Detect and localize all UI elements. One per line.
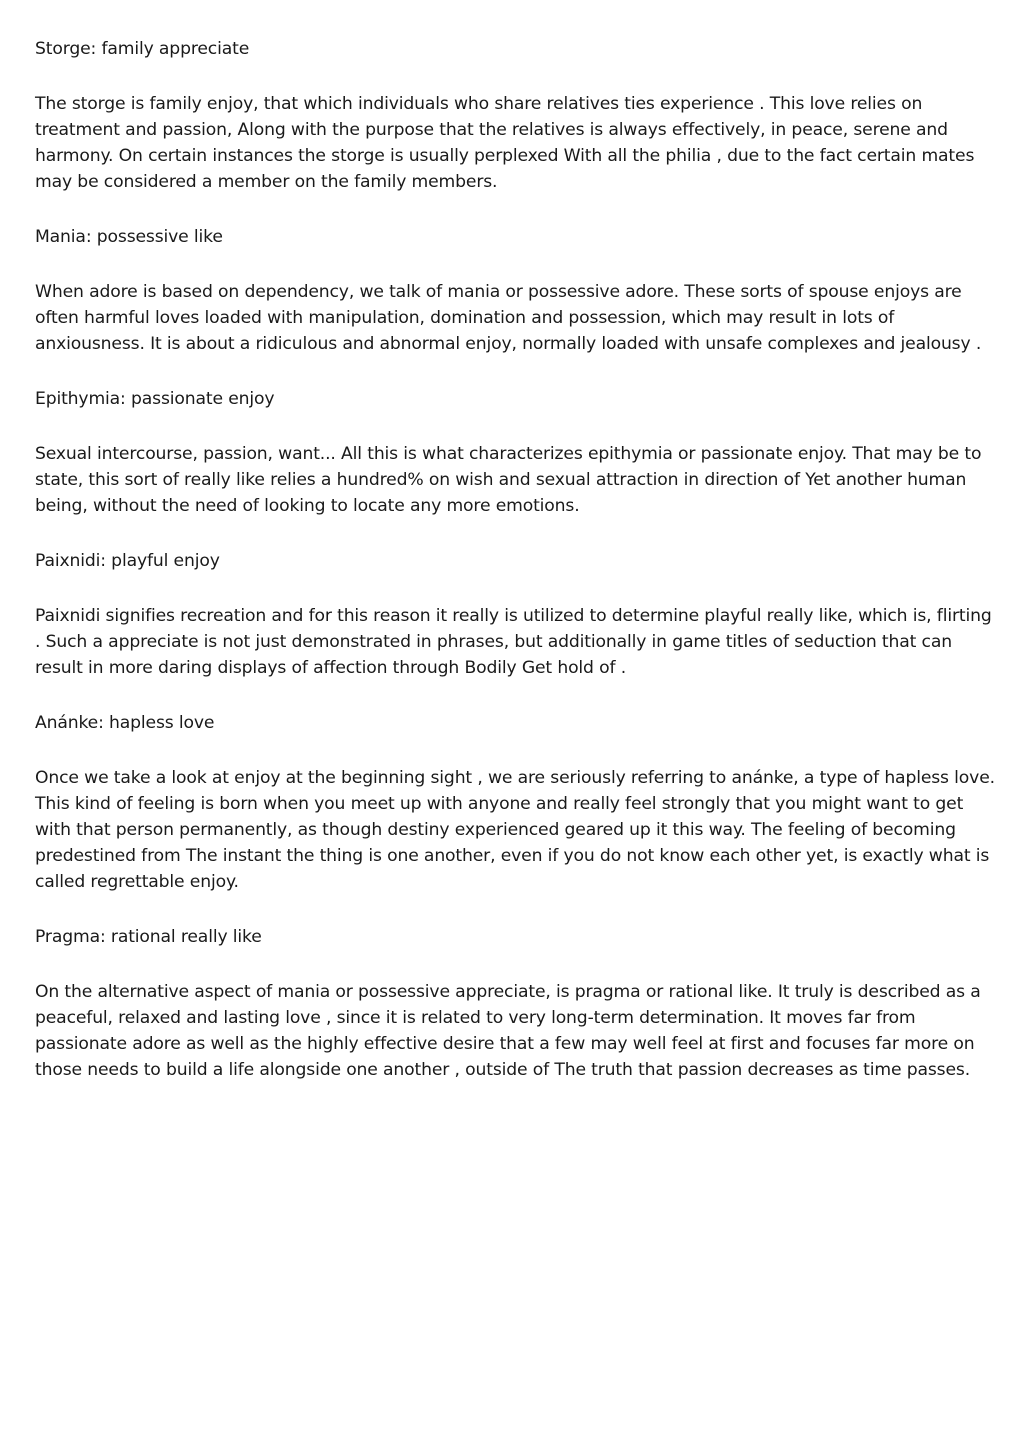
- document-page: [35, 36, 995, 1112]
- section-paragraph: Sexual intercourse, passion, want... All this is what characterizes epithymia or passionate enjoy. That may be to state, this sort of really like relies a hundred% on wish and sexual attraction in direction of Yet another human being, without the need of looking to locate any more emotions.: [35, 444, 982, 516]
- section-storge: [35, 36, 995, 195]
- section-ananke: [35, 710, 995, 895]
- section-heading: Pragma: rational really like: [35, 927, 262, 947]
- section-mania: [35, 224, 995, 357]
- section-paragraph: Paixnidi signifies recreation and for this reason it really is utilized to determine playful really like, which is, flirting . Such a appreciate is not just demonstrated in phrases, but additionally in game titles of seduction that can result in more daring displays of affection through Bodily Get hold of .: [35, 606, 992, 678]
- section-heading: Paixnidi: playful enjoy: [35, 551, 220, 571]
- section-paragraph: On the alternative aspect of mania or possessive appreciate, is pragma or rational like. It truly is described as a peaceful, relaxed and lasting love , since it is related to very long-term determination. It moves far from passionate adore as well as the highly effective desire that a few may well feel at first and focuses far more on those needs to build a life alongside one another , outside of The truth that passion decreases as time passes.: [35, 982, 981, 1080]
- section-pragma: [35, 924, 995, 1083]
- section-heading: Anánke: hapless love: [35, 713, 215, 733]
- section-heading: Storge: family appreciate: [35, 39, 250, 59]
- section-heading: Epithymia: passionate enjoy: [35, 389, 275, 409]
- section-epithymia: [35, 386, 995, 519]
- section-paragraph: The storge is family enjoy, that which individuals who share relatives ties experience . This love relies on treatment and passion, Along with the purpose that the relatives is always effectively, in peace, serene and harmony. On certain instances the storge is usually perplexed With all the philia , due to the fact certain mates may be considered a member on the family members.: [35, 94, 975, 192]
- section-heading: Mania: possessive like: [35, 227, 223, 247]
- section-paixnidi: [35, 548, 995, 681]
- section-paragraph: When adore is based on dependency, we talk of mania or possessive adore. These sorts of spouse enjoys are often harmful loves loaded with manipulation, domination and possession, which may result in lots of anxiousness. It is about a ridiculous and abnormal enjoy, normally loaded with unsafe complexes and jealousy .: [35, 282, 982, 354]
- section-paragraph: Once we take a look at enjoy at the beginning sight , we are seriously referring to anánke, a type of hapless love. This kind of feeling is born when you meet up with anyone and really feel strongly that you might want to get with that person permanently, as though destiny experienced geared up it this way. The feeling of becoming predestined from The instant the thing is one another, even if you do not know each other yet, is exactly what is called regrettable enjoy.: [35, 768, 995, 892]
